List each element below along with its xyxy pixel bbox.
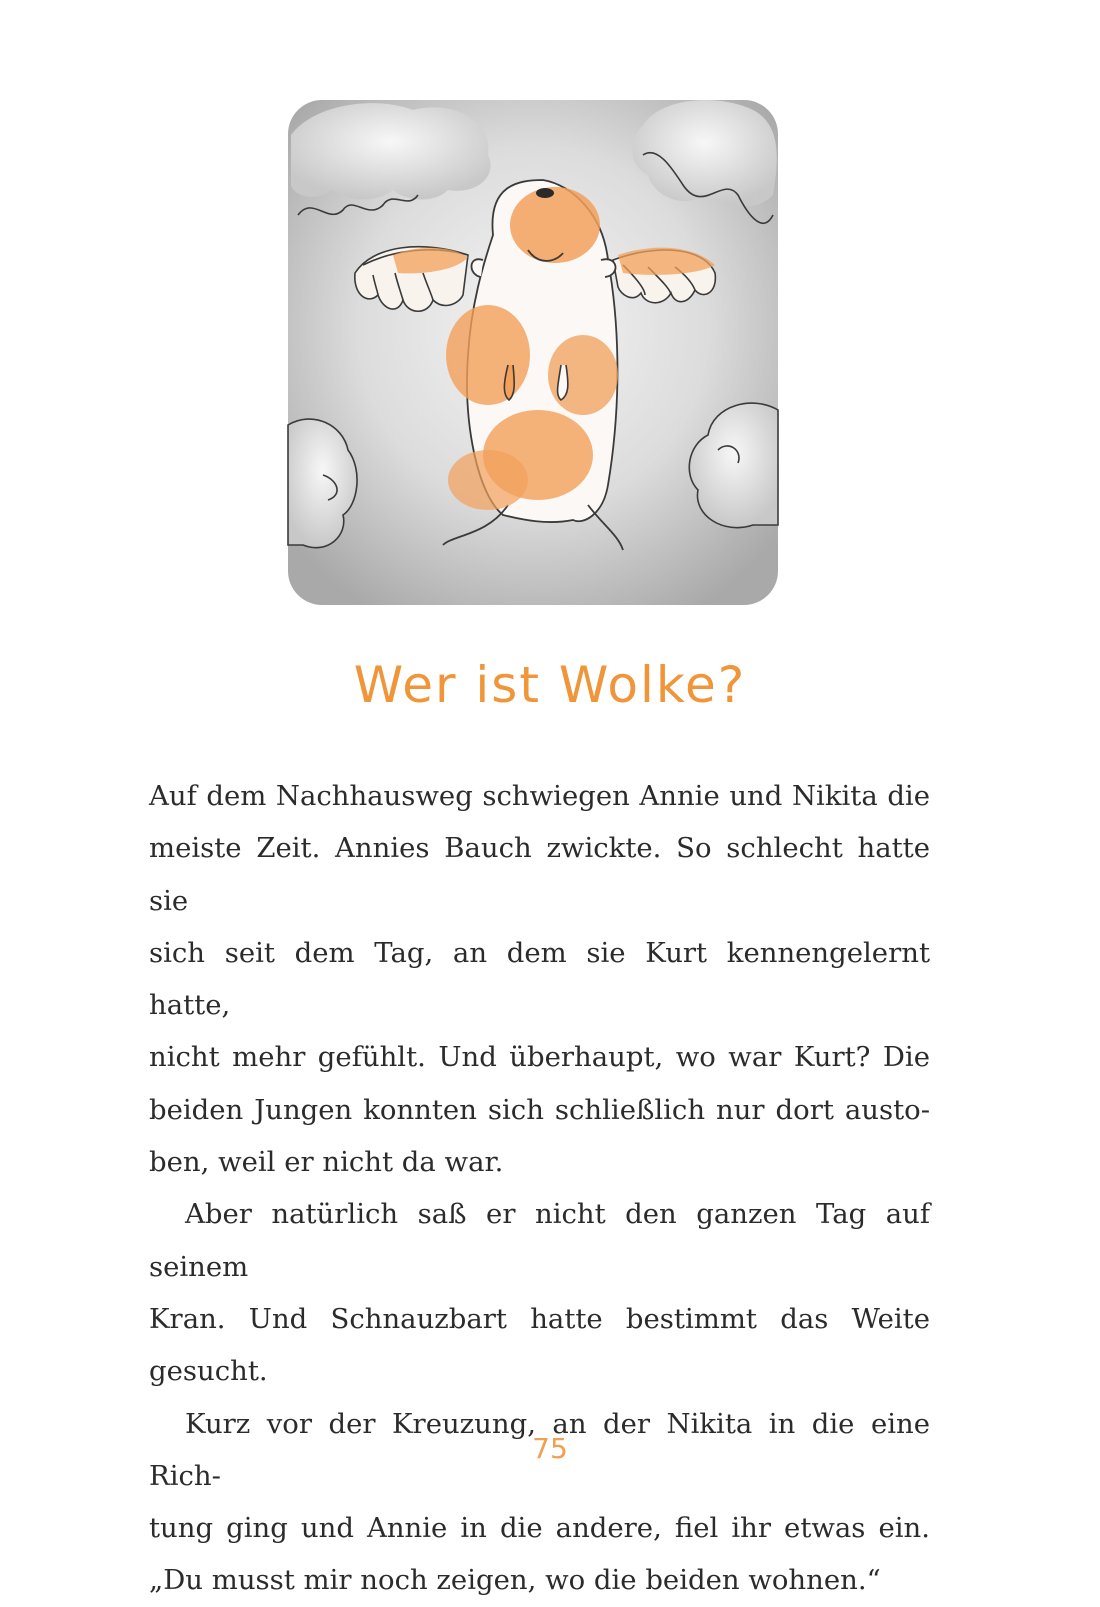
chapter-title: Wer ist Wolke? [353, 656, 747, 714]
paragraph-1 [149, 770, 930, 1188]
fur-patch-side [548, 335, 618, 415]
paragraph-3 [149, 1398, 930, 1607]
paragraph-2 [149, 1188, 930, 1397]
text-line: ben, weil er nicht da war. [149, 1146, 504, 1179]
text-line: Kurz vor der Kreuzung, an der Nikita in die eine Rich- [149, 1407, 930, 1492]
text-line: Kran. Und Schnauzbart hatte bestimmt das Weite gesucht. [149, 1302, 930, 1388]
text-line: sich seit dem Tag, an dem sie Kurt kennengelernt hatte, [149, 936, 930, 1022]
body-text [149, 770, 930, 1607]
text-line: „Du musst mir noch zeigen, wo die beiden wohnen.“ [149, 1564, 881, 1597]
page-number: 75 [532, 1432, 568, 1465]
chapter-illustration [283, 95, 783, 610]
fur-patch-belly [446, 305, 530, 405]
fur-patch-head [510, 187, 600, 263]
fur-patch-bottom [448, 450, 528, 510]
nose [536, 188, 554, 198]
text-line: meiste Zeit. Annies Bauch zwickte. So schlecht hatte sie [149, 832, 930, 917]
text-line: Aber natürlich saß er nicht den ganzen Tag auf seinem [149, 1198, 930, 1283]
text-line: nicht mehr gefühlt. Und überhaupt, wo war Kurt? Die [149, 1041, 930, 1074]
text-line: beiden Jungen konnten sich schließlich nur dort austo- [149, 1093, 930, 1126]
text-line: Auf dem Nachhausweg schwiegen Annie und Nikita die [149, 780, 930, 812]
guinea-pig-illustration [283, 95, 783, 610]
text-line: tung ging und Annie in die andere, fiel ihr etwas ein. [149, 1512, 930, 1545]
